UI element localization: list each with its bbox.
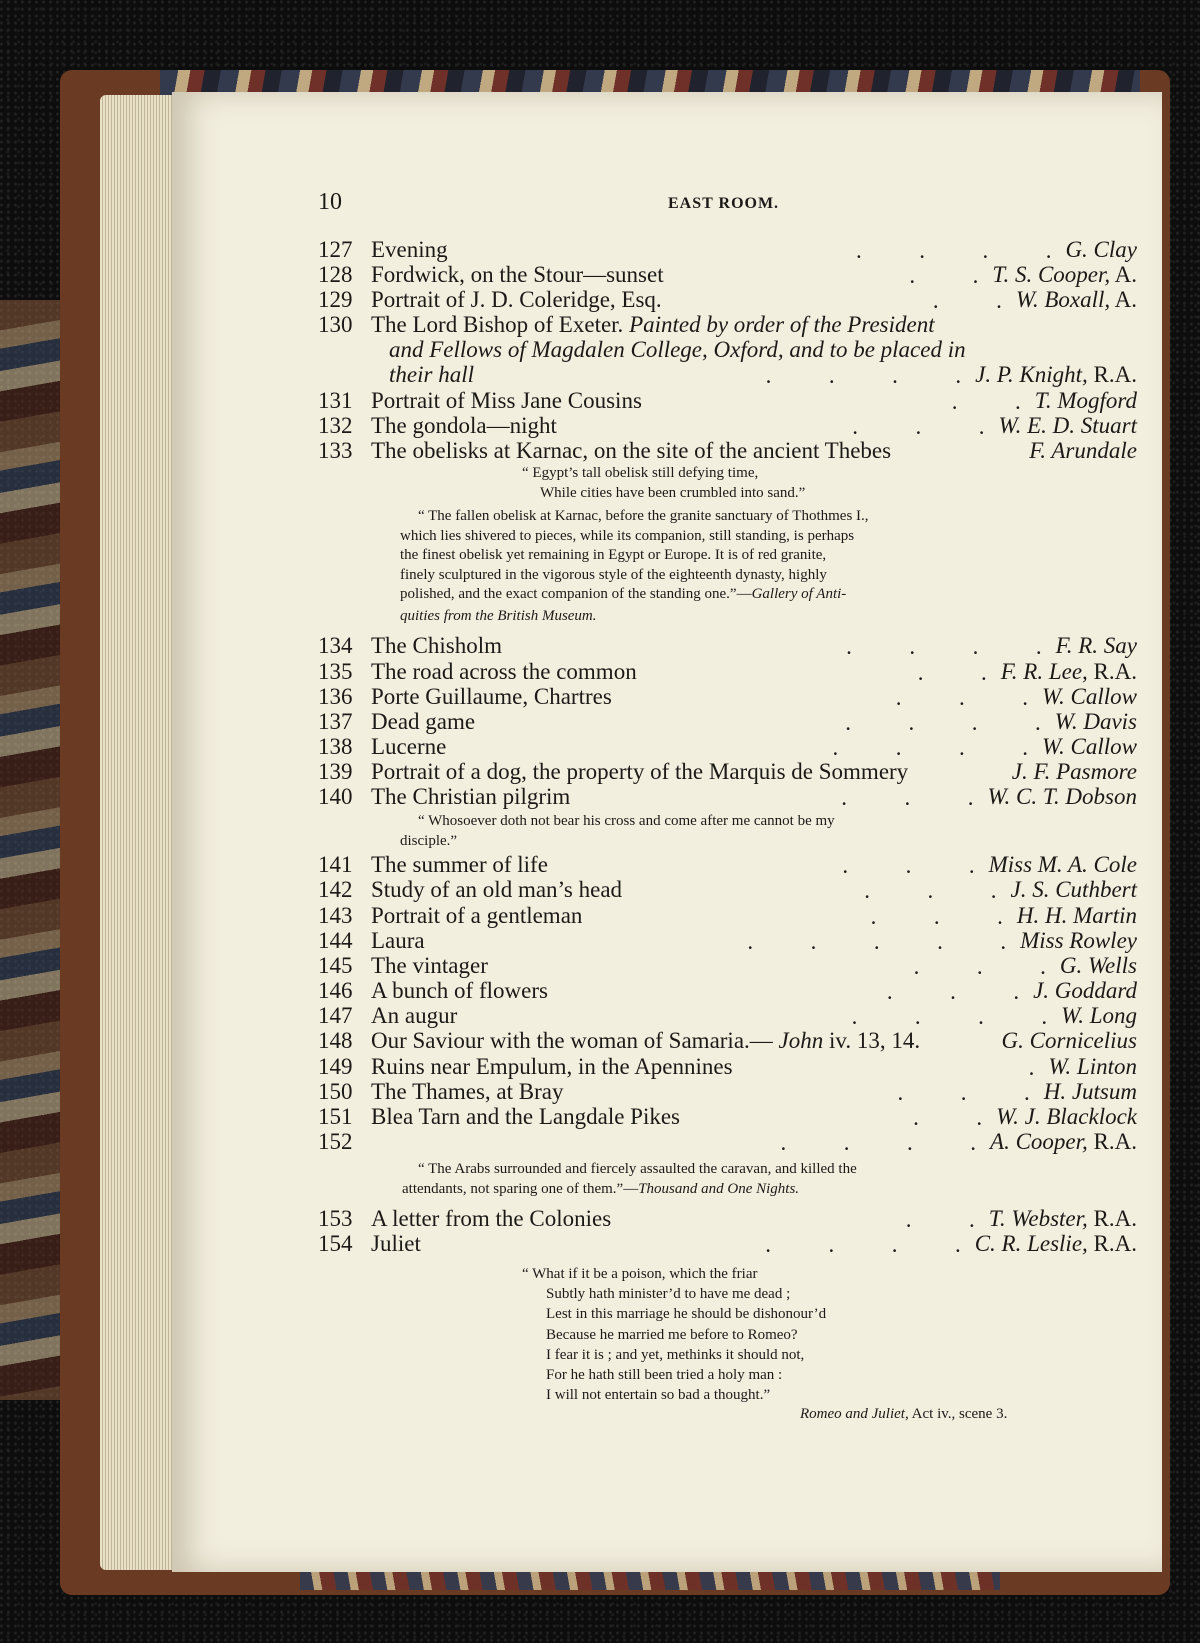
dot-leaders: . . . . xyxy=(765,1232,961,1257)
entry-title-text: Our Saviour with the woman of Samaria.— xyxy=(371,1028,773,1053)
entry-title xyxy=(371,288,662,312)
entry-title xyxy=(371,1055,733,1079)
quotation-line xyxy=(400,527,854,547)
entry-number: 144 xyxy=(318,928,353,953)
quotation-line xyxy=(400,546,826,566)
quotation-line xyxy=(418,812,835,832)
quotation-text: “ The fallen obelisk at Karnac, before the granite sanctuary of Thothmes I., xyxy=(418,508,869,524)
entry-title-continuation: their hall xyxy=(389,362,474,387)
entry-artist xyxy=(992,263,1137,287)
entry-title-text: The Thames, at Bray xyxy=(371,1079,564,1104)
artist-name: H. H. Martin xyxy=(1016,903,1137,928)
entry-number: 150 xyxy=(318,1079,353,1104)
entry-title xyxy=(371,1080,563,1104)
artist-suffix: R.A. xyxy=(1087,1206,1137,1231)
quotation-source: Gallery of Anti- xyxy=(751,586,847,602)
entry-title-text: Fordwick, on the Stour—sunset xyxy=(371,262,664,287)
entry-number: 129 xyxy=(318,287,353,312)
quotation-line xyxy=(400,585,846,605)
entry-title-text: A bunch of flowers xyxy=(371,978,548,1003)
entry-artist xyxy=(1016,288,1137,312)
dot-leaders: . . . . xyxy=(780,1130,977,1155)
dot-leaders: . . . . xyxy=(855,238,1052,263)
entry-title xyxy=(371,710,475,734)
quotation-text: Because he married me before to Romeo? xyxy=(546,1326,798,1343)
dot-leaders: . . . xyxy=(864,878,997,903)
quotation-line xyxy=(546,1285,790,1305)
entry-number: 140 xyxy=(318,784,353,809)
quotation-line xyxy=(546,1386,770,1406)
artist-name: J. F. Pasmore xyxy=(1011,759,1137,784)
page-edges xyxy=(100,95,180,1570)
entry-artist xyxy=(1011,878,1138,902)
quotation-line xyxy=(400,607,597,627)
entry-title xyxy=(371,760,908,784)
entry-title-text: Evening xyxy=(371,237,448,262)
artist-name: A. Cooper, xyxy=(990,1129,1088,1154)
entry-title xyxy=(371,1232,421,1256)
entry-number: 153 xyxy=(318,1206,353,1231)
entry-number: 142 xyxy=(318,877,353,902)
dot-leaders: . . . . xyxy=(765,363,962,388)
artist-name: J. S. Cuthbert xyxy=(1010,877,1137,902)
entry-number: 134 xyxy=(318,633,353,658)
entry-number: 133 xyxy=(318,438,353,463)
entry-title xyxy=(371,263,664,287)
dot-leaders: . . . xyxy=(842,853,975,878)
entry-number: 136 xyxy=(318,684,353,709)
quotation-line xyxy=(546,1366,782,1386)
entry-title-text: The Chisholm xyxy=(371,633,502,658)
entry-artist xyxy=(1042,685,1137,709)
quotation-line xyxy=(546,1346,804,1366)
entry-title xyxy=(371,954,488,978)
entry-title xyxy=(371,904,582,928)
artist-name: J. Goddard xyxy=(1033,978,1137,1003)
entry-title-italic: John xyxy=(778,1028,824,1053)
entry-title-text: An augur xyxy=(371,1003,458,1028)
artist-name: W. Linton xyxy=(1048,1054,1137,1079)
entry-artist xyxy=(990,1130,1137,1154)
dot-leaders: . . xyxy=(951,389,1021,414)
quotation-source: Thousand and One Nights. xyxy=(638,1181,800,1197)
entry-title-continuation: and Fellows of Magdalen College, Oxford, and to be placed in xyxy=(389,337,966,362)
artist-suffix: A. xyxy=(1110,262,1137,287)
entry-artist xyxy=(989,1207,1137,1231)
entry-artist xyxy=(1002,1029,1137,1053)
entry-number: 132 xyxy=(318,413,353,438)
entry-number: 145 xyxy=(318,953,353,978)
quotation-text: I will not entertain so bad a thought.” xyxy=(546,1387,771,1404)
entry-artist xyxy=(989,853,1137,877)
entry-number: 151 xyxy=(318,1104,353,1129)
quotation-line xyxy=(400,566,827,586)
dot-leaders: . . . . xyxy=(845,710,1041,735)
entry-title-text: Ruins near Empulum, in the Apennines xyxy=(371,1054,733,1079)
quotation-text: “ Egypt’s tall obelisk still defying time, xyxy=(522,465,759,481)
entry-title-text: Dead game xyxy=(371,709,476,734)
entry-title-text: Portrait of Miss Jane Cousins xyxy=(371,388,642,413)
entry-number: 141 xyxy=(318,852,353,877)
quotation-text: For he hath still been tried a holy man : xyxy=(546,1367,783,1383)
running-head: EAST ROOM. xyxy=(668,195,780,212)
entry-artist xyxy=(1042,735,1137,759)
dot-leaders: . . . xyxy=(852,414,985,439)
quotation-text: finely sculptured in the vigorous style of the eighteenth dynasty, highly xyxy=(400,566,827,583)
artist-suffix: R.A. xyxy=(1087,1129,1137,1154)
dot-leaders: . xyxy=(1028,1055,1035,1080)
entry-number: 137 xyxy=(318,709,353,734)
entry-number: 146 xyxy=(318,978,353,1003)
artist-name: W. Callow xyxy=(1041,734,1137,759)
artist-name: T. Mogford xyxy=(1034,388,1137,413)
entry-title xyxy=(371,313,935,337)
entry-number: 135 xyxy=(318,659,353,684)
quotation-text: polished, and the exact companion of the standing one.”— xyxy=(400,586,752,602)
quotation-line xyxy=(522,1265,757,1285)
entry-title xyxy=(371,439,891,463)
dot-leaders: . . . xyxy=(895,685,1028,710)
quotation-line xyxy=(546,1326,798,1346)
entry-artist xyxy=(999,414,1137,438)
entry-artist xyxy=(1055,710,1137,734)
entry-number: 143 xyxy=(318,903,353,928)
entry-artist xyxy=(1060,954,1137,978)
entry-number: 139 xyxy=(318,759,353,784)
entry-artist xyxy=(1017,904,1137,928)
entry-artist xyxy=(1033,979,1137,1003)
artist-name: W. E. D. Stuart xyxy=(998,413,1137,438)
entry-artist xyxy=(975,363,1137,387)
quotation-text: I fear it is ; and yet, methinks it should not, xyxy=(546,1346,805,1363)
dot-leaders: . . xyxy=(909,263,979,288)
dot-leaders: . . . xyxy=(841,785,974,810)
dot-leaders: . . . xyxy=(886,979,1020,1004)
artist-name: F. Arundale xyxy=(1029,438,1137,463)
quotation-text: While cities have been crumbled into sand.” xyxy=(540,485,806,501)
play-title: Romeo and Juliet, xyxy=(800,1406,909,1422)
entry-title-after: iv. 13, 14. xyxy=(823,1028,921,1053)
entry-title-italic: Painted by order of the President xyxy=(629,312,935,337)
entry-title-text: The obelisks at Karnac, on the site of the ancient Thebes xyxy=(371,438,892,463)
entry-title-text: The summer of life xyxy=(371,852,548,877)
artist-name: J. P. Knight, xyxy=(975,362,1088,387)
quotation-text: disciple.” xyxy=(400,832,458,849)
artist-suffix: R.A. xyxy=(1087,362,1137,387)
entry-title xyxy=(371,685,612,709)
entry-title-text: The gondola—night xyxy=(371,413,557,438)
entry-number: 130 xyxy=(318,312,353,337)
entry-title-text: Juliet xyxy=(371,1231,421,1256)
quotation-attribution xyxy=(800,1405,1007,1425)
quotation-text: “ Whosoever doth not bear his cross and come after me cannot be my xyxy=(418,813,835,829)
artist-name: W. Callow xyxy=(1041,684,1137,709)
entry-number: 128 xyxy=(318,262,353,287)
artist-name: G. Cornicelius xyxy=(1001,1028,1137,1053)
quotation-line xyxy=(546,1305,826,1325)
entry-artist xyxy=(1048,1055,1137,1079)
entry-number: 149 xyxy=(318,1054,353,1079)
entry-title-text: Blea Tarn and the Langdale Pikes xyxy=(371,1104,681,1129)
entry-artist xyxy=(1020,929,1137,953)
entry-title xyxy=(371,1029,920,1053)
entry-title xyxy=(371,853,548,877)
dot-leaders: . . . xyxy=(897,1080,1030,1105)
quotation-line xyxy=(418,1160,857,1180)
entry-number: 127 xyxy=(318,237,353,262)
artist-name: F. R. Say xyxy=(1055,633,1137,658)
entry-title-text: The Lord Bishop of Exeter. xyxy=(371,312,624,337)
entry-title xyxy=(371,389,642,413)
entry-title xyxy=(371,1105,680,1129)
quotation-source: quities from the British Museum. xyxy=(400,608,597,624)
quotation-line xyxy=(418,507,869,527)
artist-name: T. Webster, xyxy=(988,1206,1088,1231)
entry-artist xyxy=(1001,660,1137,684)
artist-suffix: R.A. xyxy=(1087,659,1137,684)
page-number: 10 xyxy=(318,189,342,215)
artist-name: W. J. Blacklock xyxy=(996,1104,1137,1129)
quotation-line xyxy=(402,1180,799,1200)
entry-number: 147 xyxy=(318,1003,353,1028)
entry-artist xyxy=(1029,439,1137,463)
entry-title-text: The Christian pilgrim xyxy=(371,784,571,809)
artist-name: W. Boxall, xyxy=(1015,287,1111,312)
entry-title-text: Portrait of a gentleman xyxy=(371,903,583,928)
entry-title-text: A letter from the Colonies xyxy=(371,1206,612,1231)
dot-leaders: . . xyxy=(913,1105,983,1130)
quotation-line xyxy=(540,484,805,504)
entry-artist xyxy=(996,1105,1137,1129)
quotation-text: “ The Arabs surrounded and fiercely assaulted the caravan, and killed the xyxy=(418,1161,857,1177)
entry-artist xyxy=(1056,634,1137,658)
act-scene: Act iv., scene 3. xyxy=(908,1406,1008,1422)
entry-title xyxy=(371,979,548,1003)
entry-number: 152 xyxy=(318,1129,353,1154)
entry-artist xyxy=(975,1232,1137,1256)
dot-leaders: . . . . xyxy=(846,634,1042,659)
entry-title xyxy=(371,414,557,438)
artist-name: W. Davis xyxy=(1054,709,1137,734)
entry-title xyxy=(371,785,570,809)
artist-name: T. S. Cooper, xyxy=(992,262,1111,287)
artist-name: F. R. Lee, xyxy=(1000,659,1088,684)
entry-title-text: Study of an old man’s head xyxy=(371,877,623,902)
entry-number: 131 xyxy=(318,388,353,413)
artist-suffix: A. xyxy=(1110,287,1137,312)
quotation-text: which lies shivered to pieces, while its companion, still standing, is perhaps xyxy=(400,527,855,544)
dot-leaders: . . xyxy=(917,660,987,685)
dot-leaders: . . . . . xyxy=(747,929,1007,954)
entry-artist xyxy=(1044,1080,1137,1104)
entry-title xyxy=(371,929,425,953)
artist-name: Miss M. A. Cole xyxy=(988,852,1137,877)
entry-artist xyxy=(1012,760,1137,784)
entry-title-text: Portrait of J. D. Coleridge, Esq. xyxy=(371,287,662,312)
entry-title xyxy=(371,878,622,902)
entry-title-text: Laura xyxy=(371,928,425,953)
quotation-text: attendants, not sparing one of them.”— xyxy=(402,1181,639,1197)
entry-title xyxy=(371,660,637,684)
entry-artist xyxy=(1061,1004,1137,1028)
artist-name: G. Clay xyxy=(1065,237,1137,262)
entry-artist xyxy=(987,785,1137,809)
quotation-text: Lest in this marriage he should be dishonour’d xyxy=(546,1306,827,1323)
dot-leaders: . . . xyxy=(913,954,1046,979)
quotation-text: the finest obelisk yet remaining in Egypt or Europe. It is of red granite, xyxy=(400,547,827,563)
quotation-line xyxy=(400,832,457,852)
artist-name: C. R. Leslie, xyxy=(974,1231,1088,1256)
entry-title-text: Portrait of a dog, the property of the Marquis de Sommery xyxy=(371,759,909,784)
entry-title xyxy=(371,238,448,262)
entry-title xyxy=(371,634,502,658)
dot-leaders: . . . . xyxy=(851,1004,1048,1029)
entry-title-text: Porte Guillaume, Chartres xyxy=(371,684,612,709)
entry-title xyxy=(371,1207,611,1231)
artist-name: W. Long xyxy=(1061,1003,1137,1028)
artist-suffix: R.A. xyxy=(1087,1231,1137,1256)
dot-leaders: . . . xyxy=(870,904,1003,929)
quotation-line xyxy=(522,464,758,484)
entry-number: 154 xyxy=(318,1231,353,1256)
entry-artist xyxy=(1065,238,1137,262)
dot-leaders: . . xyxy=(932,288,1002,313)
artist-name: W. C. T. Dobson xyxy=(987,784,1137,809)
dot-leaders: . . . . xyxy=(832,735,1028,760)
artist-name: G. Wells xyxy=(1059,953,1137,978)
artist-name: Miss Rowley xyxy=(1020,928,1137,953)
entry-number: 148 xyxy=(318,1028,353,1053)
quotation-text: “ What if it be a poison, which the friar xyxy=(522,1266,758,1282)
entry-title-text: The vintager xyxy=(371,953,488,978)
entry-title xyxy=(371,735,446,759)
artist-name: H. Jutsum xyxy=(1043,1079,1137,1104)
entry-title-text: Lucerne xyxy=(371,734,447,759)
entry-artist xyxy=(1035,389,1137,413)
entry-title-text: The road across the common xyxy=(371,659,637,684)
dot-leaders: . . xyxy=(905,1207,975,1232)
entry-title xyxy=(371,1004,457,1028)
entry-number: 138 xyxy=(318,734,353,759)
quotation-text: Subtly hath minister’d to have me dead ; xyxy=(546,1286,791,1303)
